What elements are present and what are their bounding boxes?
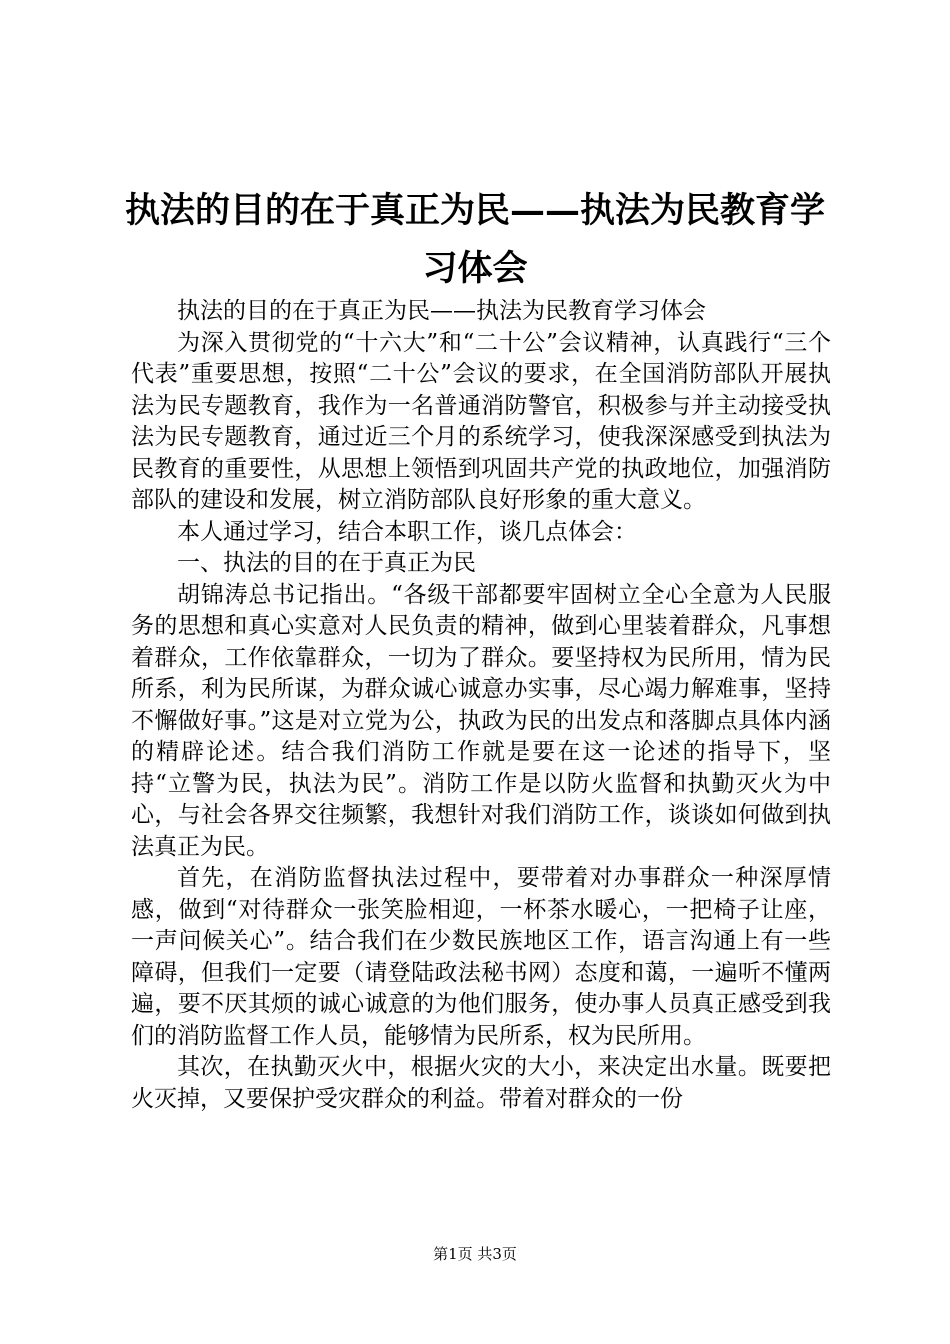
document-body bbox=[131, 296, 831, 1115]
document-title: 执法的目的在于真正为民——执法为民教育学习体会 bbox=[124, 190, 825, 289]
paragraph-lead-in: 本人通过学习，结合本职工作，谈几点体会： bbox=[177, 518, 637, 545]
paragraph-subtitle: 执法的目的在于真正为民——执法为民教育学习体会 bbox=[177, 298, 706, 324]
paragraph-first-point: 首先，在消防监督执法过程中，要带着对办事群众一种深厚情感，做到“对待群众一张笑脸相迎，一杯茶水暖心，一把椅子让座，一声问候关心”。结合我们在少数民族地区工作，语言沟通上有一些障碍，但我们一定要（请登陆政法秘书网）态度和蔼，一遍听不懂两遍，要不厌其烦的诚心诚意的为他们服务，使办事人员真正感受到我们的消防监督工作人员，能够情为民所系，权为民所用。 bbox=[131, 865, 831, 1049]
paragraph-intro: 为深入贯彻党的“十六大”和“二十公”会议精神，认真践行“三个代表”重要思想，按照“二十公”会议的要求，在全国消防部队开展执法为民专题教育，我作为一名普通消防警官，积极参与并主动接受执法为民专题教育，通过近三个月的系统学习，使我深深感受到执法为民教育的重要性，从思想上领悟到巩固共产党的执政地位，加强消防部队的建设和发展，树立消防部队良好形象的重大意义。 bbox=[131, 329, 831, 513]
page-number-footer: 第1页 共3页 bbox=[433, 1245, 517, 1263]
paragraph-quote: 胡锦涛总书记指出。“各级干部都要牢固树立全心全意为人民服务的思想和真心实意对人民负责的精神，做到心里装着群众，凡事想着群众，工作依靠群众，一切为了群众。要坚持权为民所用，情为民所系，利为民所谋，为群众诚心诚意办实事，尽心竭力解难事，坚持不懈做好事。”这是对立党为公，执政为民的出发点和落脚点具体内涵的精辟论述。结合我们消防工作就是要在这一论述的指导下，坚持“立警为民，执法为民”。消防工作是以防火监督和执勤灭火为中心，与社会各界交往频繁，我想针对我们消防工作，谈谈如何做到执法真正为民。 bbox=[131, 581, 831, 860]
section-heading: 一、执法的目的在于真正为民 bbox=[177, 550, 476, 576]
paragraph-second-point: 其次，在执勤灭火中，根据火灾的大小，来决定出水量。既要把火灭掉，又要保护受灾群众的利益。带着对群众的一份 bbox=[131, 1054, 831, 1112]
